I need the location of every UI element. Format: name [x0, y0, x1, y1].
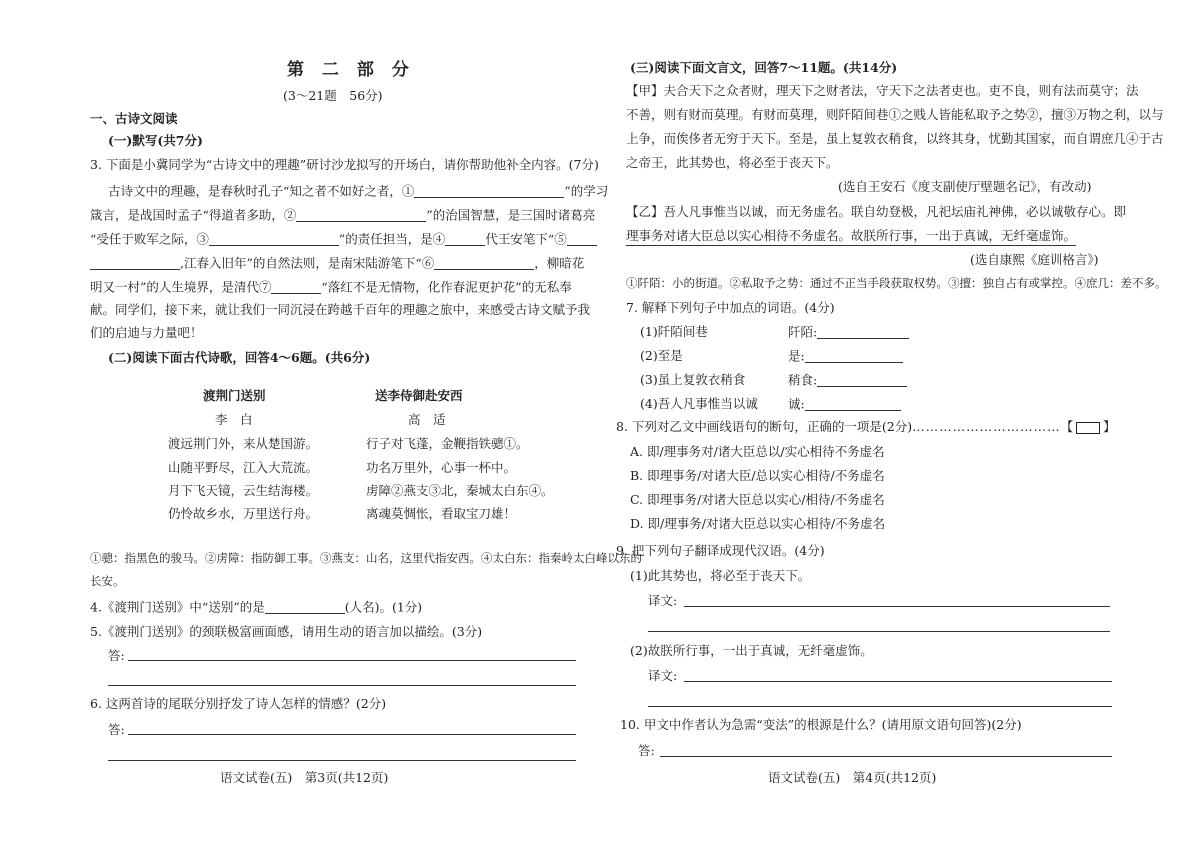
answer-box[interactable]	[1076, 422, 1100, 434]
q7-word: 是:	[788, 350, 903, 363]
blank-field[interactable]	[265, 601, 345, 614]
passage-line: 【乙】吾人凡事惟当以诚，而无务虚名。联自幼登极，凡祀坛庙礼神佛，必以诚敬存心。即	[626, 204, 1127, 219]
q7-item: (2)至是	[640, 348, 683, 363]
question-6: 6. 这两首诗的尾联分别抒发了诗人怎样的情感？(2分)	[90, 696, 387, 711]
option-d[interactable]: D. 即/理事务/对诸大臣总以实心相待/不务虚名	[630, 516, 886, 531]
passage-source: (选自康熙《庭训格言》)	[970, 252, 1099, 267]
poem-line: 渡远荆门外，来从楚国游。	[168, 436, 319, 451]
question-7: 7. 解释下列句子中加点的词语。(4分)	[626, 300, 835, 315]
poem-1-author: 李 白	[215, 412, 253, 427]
blank-field[interactable]	[817, 326, 909, 339]
footnote: ①阡陌：小的街道。②私取予之势：通过不正当手段获取权势。③擅：独自占有或掌控。④庶几：差不多。	[626, 276, 1167, 290]
question-3-line: 古诗文中的理趣，是春秋时孔子“知之者不如好之者，① ”的学习	[108, 183, 609, 199]
poem-line: 离魂莫惆怅，看取宝刀雄！	[366, 506, 517, 521]
question-3-line: 献。同学们，接下来，就让我们一同沉浸在跨越千百年的理趣之旅中，来感受古诗文赋予我	[90, 302, 591, 317]
blank-field[interactable]	[805, 350, 903, 363]
translation-label: 译文:	[648, 668, 678, 683]
translation-label: 译文:	[648, 593, 678, 608]
poem-line: 月下飞天镜，云生结海楼。	[168, 483, 319, 498]
footnote: ①骢：指黑色的骏马。②虏障：指防御工事。③燕支：山名，这里代指安西。④太白东：指秦岭太白峰以东的	[90, 551, 642, 565]
option-a[interactable]: A. 即/理事务对/诸大臣总以/实心相待不务虚名	[630, 444, 885, 459]
question-3-line: 箴言，是战国时孟子“得道者多助，② ”的治国智慧，是三国时诸葛亮	[90, 207, 596, 223]
blank-field[interactable]	[271, 281, 321, 294]
question-3-line: “受任于败军之际，③ ”的责任担当，是④ 代王安笔下“⑤	[90, 233, 597, 246]
question-3-line: ,江春入旧年”的自然法则，是南宋陆游笔下“⑥ ，柳暗花	[90, 257, 584, 270]
answer-line[interactable]	[108, 685, 576, 686]
poem-2-title: 送李侍御赴安西	[375, 388, 463, 403]
q7-item: (1)阡陌间巷	[640, 324, 708, 339]
subsection-heading: (二)阅读下面古代诗歌，回答4～6题。(共6分)	[108, 350, 371, 365]
poem-line: 山随平野尽，江入大荒流。	[168, 460, 319, 475]
q9-sentence-1: (1)此其势也，将必至于丧天下。	[630, 568, 811, 583]
question-3-stem: 3. 下面是小冀同学为“古诗文中的理趣”研讨沙龙拟写的开场白，请你帮助他补全内容。(7分)	[90, 157, 599, 172]
question-8: 8. 下列对乙文中画线语句的断句，正确的一项是(2分)……………………………【 】	[616, 419, 1116, 434]
blank-field[interactable]	[817, 374, 907, 387]
question-9: 9. 把下列句子翻译成现代汉语。(4分)	[616, 543, 825, 558]
answer-line[interactable]	[648, 706, 1112, 707]
q9-sentence-2: (2)故朕所行事，一出于真诚，无纤毫虚饰。	[630, 643, 873, 658]
question-3-line: 明又一村”的人生境界，是清代⑦ “落红不是无情物，化作春泥更护花”的无私奉	[90, 279, 572, 295]
part-title: 第 二 部 分	[287, 60, 415, 80]
blank-field[interactable]	[445, 233, 485, 246]
footnote: 长安。	[90, 574, 125, 588]
passage-source: (选自王安石《度支副使厅壁题名记》，有改动)	[838, 179, 1092, 194]
poem-line: 功名万里外，心事一杯中。	[366, 460, 517, 475]
q7-word: 诚:	[788, 398, 901, 411]
poem-line: 行子对飞蓬，金鞭指铁骢①。	[366, 436, 529, 451]
subsection-heading: (一)默写(共7分)	[108, 133, 203, 148]
answer-label: 答:	[638, 743, 655, 758]
blank-field[interactable]	[296, 209, 426, 222]
q7-item: (4)吾人凡事惟当以诚	[640, 396, 758, 411]
blank-field[interactable]	[414, 185, 564, 198]
question-3-line: 们的启迪与力量吧！	[90, 325, 203, 340]
blank-field[interactable]	[805, 398, 901, 411]
blank-field[interactable]	[434, 257, 534, 270]
right-page	[600, 0, 1200, 848]
page-footer: 语文试卷(五) 第3页(共12页)	[220, 770, 389, 785]
section-heading: 一、古诗文阅读	[90, 111, 178, 126]
passage-line: 之帝王，此其势也，将必至于丧天下。	[626, 155, 839, 170]
answer-line[interactable]	[684, 606, 1110, 607]
answer-line[interactable]	[128, 660, 576, 661]
question-5: 5.《渡荆门送别》的颈联极富画面感，请用生动的语言加以描绘。(3分)	[90, 624, 483, 639]
blank-field[interactable]	[567, 233, 597, 246]
answer-label: 答:	[108, 722, 125, 737]
passage-line: 【甲】夫合天下之众者财，理天下之财者法，守天下之法者吏也。吏不良，则有法而莫守；法	[626, 83, 1139, 98]
answer-line[interactable]	[128, 734, 576, 735]
answer-line[interactable]	[108, 760, 576, 761]
answer-line[interactable]	[660, 756, 1112, 757]
q7-word: 阡陌:	[788, 326, 909, 339]
part-subtitle: (3～21题 56分)	[283, 88, 383, 103]
subsection-heading: (三)阅读下面文言文，回答7～11题。(共14分)	[630, 60, 898, 75]
page-footer: 语文试卷(五) 第4页(共12页)	[768, 770, 937, 785]
poem-1-title: 渡荆门送别	[203, 388, 266, 403]
poem-2-author: 高 适	[408, 412, 446, 427]
option-b[interactable]: B. 即理事务/对诸大臣/总以实心相待/不务虚名	[630, 468, 885, 483]
blank-field[interactable]	[90, 257, 180, 270]
blank-field[interactable]	[209, 233, 339, 246]
q7-word: 稍食:	[788, 374, 907, 387]
question-4: 4.《渡荆门送别》中“送别”的是 (人名)。(1分)	[90, 599, 423, 615]
question-10: 10. 甲文中作者认为急需“变法”的根源是什么？(请用原文语句回答)(2分)	[620, 717, 1022, 732]
option-c[interactable]: C. 即理事务/对诸大臣总以实心/相待/不务虚名	[630, 492, 885, 507]
passage-line: 上争，而俟侈者无穷于天下。至是，虽上复敦衣稍食，以终其身，忧勤其国家，而自谓庶几④于古	[626, 131, 1164, 146]
answer-label: 答:	[108, 648, 125, 663]
answer-line[interactable]	[648, 631, 1110, 632]
poem-line: 仍怜故乡水，万里送行舟。	[168, 506, 319, 521]
q7-item: (3)虽上复敦衣稍食	[640, 372, 746, 387]
passage-line: 不善，则有财而莫理。有财而莫理，则阡陌间巷①之贱人皆能私取予之势②，擅③万物之利，以与	[626, 107, 1164, 122]
answer-line[interactable]	[684, 681, 1112, 682]
poem-line: 虏障②燕支③北，秦城太白东④。	[366, 483, 554, 498]
underlined-sentence: 理事务对诸大臣总以实心相待不务虚名。故朕所行事，一出于真诚，无纤毫虚饰。	[626, 230, 1076, 246]
